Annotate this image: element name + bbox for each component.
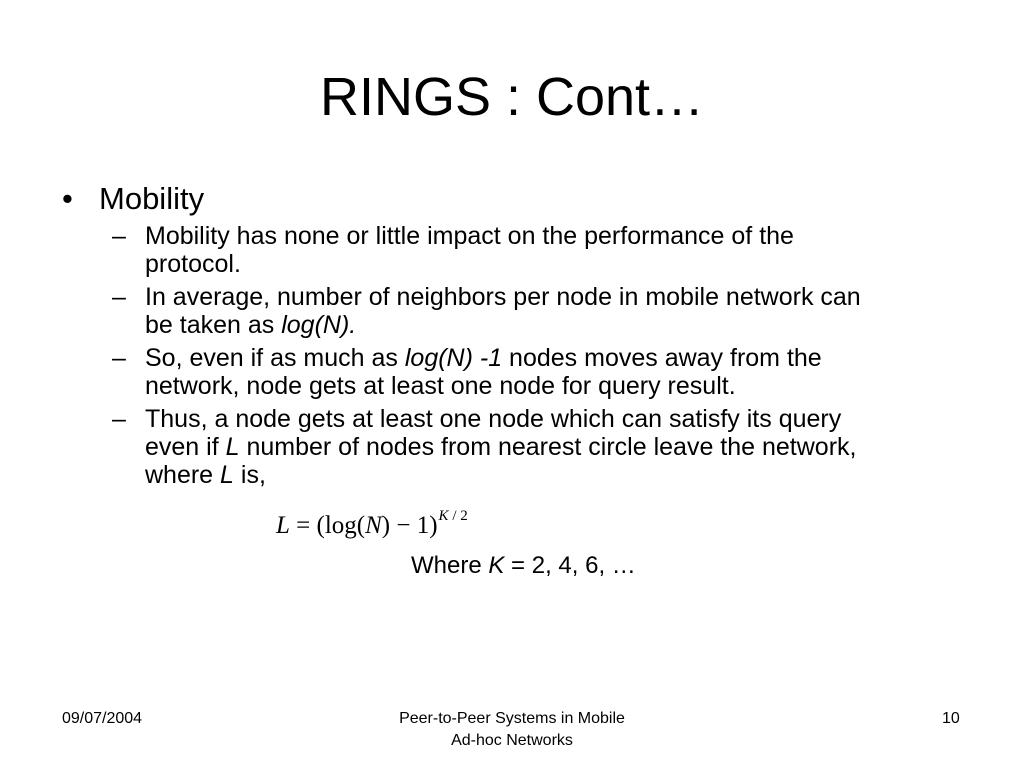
italic-term: K [488, 552, 505, 579]
formula-part: ) − 1) [381, 512, 438, 539]
bullet-marker: • [62, 181, 73, 216]
sub-bullet-marker: – [112, 222, 126, 250]
text-run: even if [145, 433, 226, 461]
sub-bullet-text [145, 433, 965, 461]
footer-page-number: 10 [942, 710, 960, 727]
sub-bullet-text: In average, number of neighbors per node in mobile network can [145, 283, 861, 311]
text-run: be taken as [145, 311, 282, 339]
formula-exponent [439, 508, 468, 524]
sub-bullet-marker: – [112, 283, 126, 311]
footer-title-line: Peer-to-Peer Systems in Mobile [399, 710, 625, 727]
sub-bullet-text: Thus, a node gets at least one node which can satisfy its query [145, 405, 842, 433]
slide-title: RINGS : Cont… [319, 67, 705, 127]
sub-bullet-text: network, node gets at least one node for query result. [145, 372, 736, 400]
text-run: Where [411, 552, 489, 579]
bullet-text: Mobility [99, 181, 205, 216]
italic-term: log(N). [281, 311, 357, 339]
footer-title-line: Ad-hoc Networks [451, 732, 573, 749]
sub-bullet-text: protocol. [145, 250, 241, 278]
text-run: number of nodes from nearest circle leave the network, [239, 433, 857, 461]
formula-variable: N [365, 512, 382, 539]
formula-part: = (log( [289, 512, 366, 539]
text-run: is, [233, 461, 266, 489]
italic-term: L [225, 433, 240, 461]
text-run: where [145, 461, 221, 489]
formula-part: / 2 [448, 508, 468, 524]
sub-bullet-marker: – [112, 405, 126, 433]
footer-date: 09/07/2004 [62, 710, 143, 727]
text-run: nodes moves away from the [502, 344, 822, 372]
italic-term: L [220, 461, 234, 489]
text-run: So, even if as much as [145, 344, 405, 372]
sub-bullet-text [145, 311, 965, 339]
formula-lhs: L [276, 512, 290, 539]
text-run: = 2, 4, 6, … [504, 552, 636, 579]
italic-term: log(N) -1 [404, 344, 503, 372]
formula-variable: K [438, 508, 449, 524]
formula [276, 506, 468, 549]
sub-bullet-text [145, 461, 965, 489]
sub-bullet-text: Mobility has none or little impact on the performance of the [145, 222, 794, 250]
footer-title [312, 708, 712, 752]
sub-bullet-text [145, 344, 965, 372]
where-clause [411, 551, 636, 581]
sub-bullet-marker: – [112, 344, 126, 372]
